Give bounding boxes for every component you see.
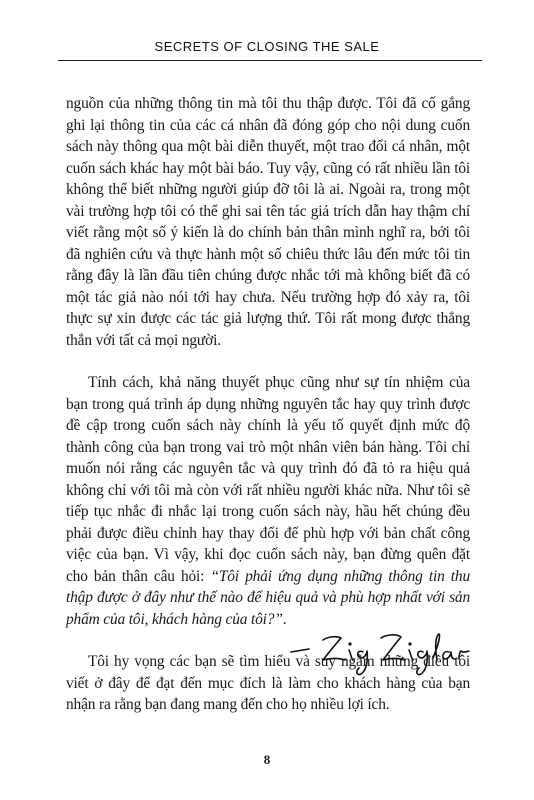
page-header xyxy=(0,0,534,64)
paragraph-2 xyxy=(66,372,470,630)
page-number: 8 xyxy=(263,752,271,767)
paragraph-2-text: Tính cách, khả năng thuyết phục cũng như sự tín nhiệm của bạn trong quá trình áp dụng những nguyên tắc hay quy trình được đề cập trong cuốn sách này chính là yếu tố quyết định mức độ thành công của bạn trong vai trò một nhân viên bán hàng. Tôi chỉ muốn nói rằng các nguyên tắc và quy trình đó đã tỏ ra hiệu quả không chỉ với tôi mà còn với rất nhiều người khác nữa. Như tôi sẽ tiếp tục nhắc đi nhắc lại trong cuốn sách này, hầu hết chúng đều phải được điều chỉnh hay thay đổi để phù hợp với bản chất công việc của bạn. Vì vậy, khi đọc cuốn sách này, bạn đừng quên đặt cho bản thân câu hỏi: xyxy=(66,374,470,585)
signature-image xyxy=(285,618,485,678)
paragraph-1: nguồn của những thông tin mà tôi thu thập được. Tôi đã cố gắng ghi lại thông tin của các cá nhân đã đóng góp cho nội dung cuốn sách này thông qua một bài diễn thuyết, một trao đổi cá nhân, một cuốn sách khác hay một bài báo. Tuy vậy, cũng có rất nhiều lần tôi không thể biết những người giúp đỡ tôi là ai. Ngoài ra, trong một vài trường hợp tôi có thể ghi sai tên tác giả trích dẫn hay thậm chí viết rằng một số ý kiến là do chính bản thân mình nghĩ ra, bởi tôi đã nghiên cứu và thực hành một số chiêu thức lâu đến mức tôi tin rằng đây là lần đầu tiên chúng được nhắc tới mà không biết đã có một tác giả nào nói tới hay chưa. Nếu trường hợp đó xảy ra, tôi thực sự xin được các tác giả lượng thứ. Tôi rất mong được thẳng thắn với tất cả mọi người. xyxy=(66,95,470,349)
header-rule xyxy=(58,60,482,61)
running-header-title: SECRETS OF CLOSING THE SALE xyxy=(154,39,380,54)
paragraph-2-tail: . xyxy=(282,610,287,628)
paragraph-2-quote: “Tôi phải ứng dụng những thông tin thu thập được ở đây như thế nào để hiệu quả và phù hợp nhất với sản phẩm của tôi, khách hàng của tôi?” xyxy=(66,567,470,628)
author-signature xyxy=(285,618,485,678)
paragraph-3: Tôi hy vọng các bạn sẽ tìm hiểu và suy ngẫm những điều tôi viết ở đây để đạt đến mục đích là làm cho khách hàng của bạn nhận ra rằng bạn đang mang đến cho họ nhiều lợi ích. xyxy=(66,653,470,713)
